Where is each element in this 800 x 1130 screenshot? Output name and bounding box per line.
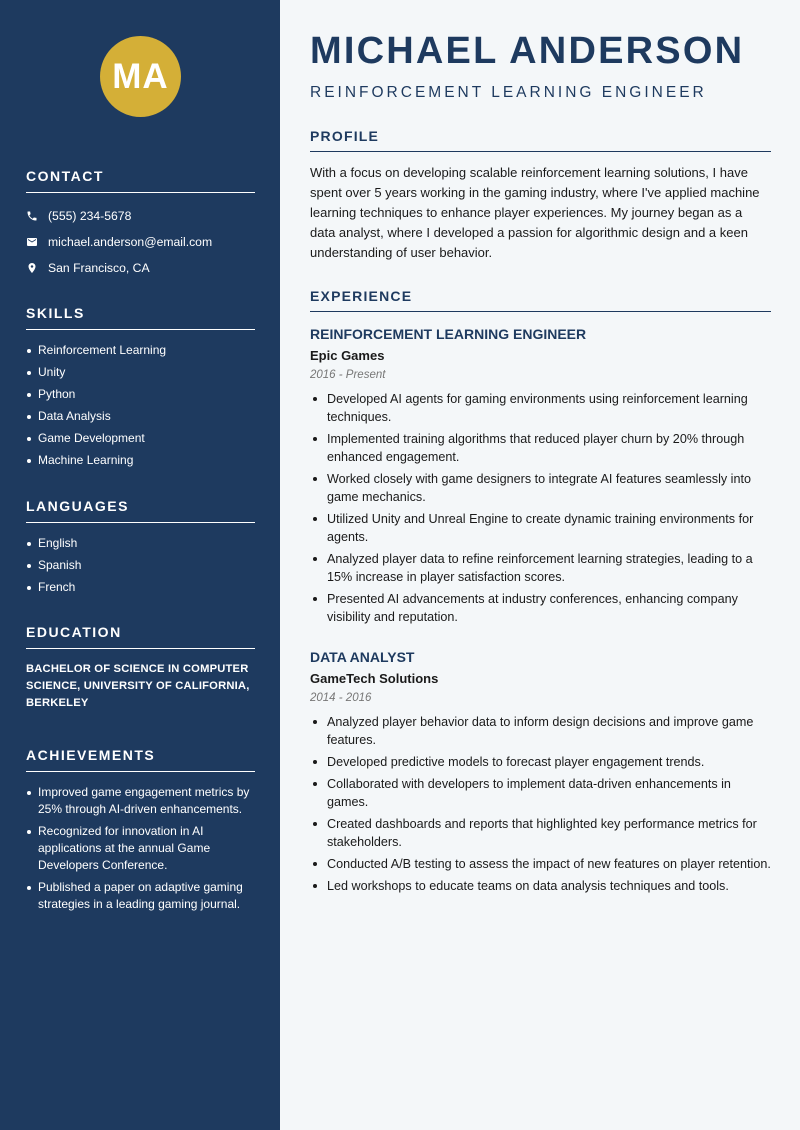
job-bullet: Developed predictive models to forecast player engagement trends.	[310, 753, 771, 771]
contact-heading: CONTACT	[26, 168, 255, 193]
job-bullet: Worked closely with game designers to integrate AI features seamlessly into game mechanics.	[310, 470, 771, 506]
job-company: Epic Games	[310, 348, 385, 363]
job-company: GameTech Solutions	[310, 671, 439, 686]
job-dates: 2016 - Present	[310, 369, 386, 381]
skill-item: Data Analysis	[26, 408, 255, 425]
skills-section	[26, 305, 255, 474]
languages-heading: LANGUAGES	[26, 498, 255, 523]
achievements-heading: ACHIEVEMENTS	[26, 747, 255, 772]
skills-heading: SKILLS	[26, 305, 255, 330]
profile-heading: PROFILE	[310, 128, 771, 152]
phone-text: (555) 234-5678	[48, 209, 132, 223]
sidebar	[0, 0, 280, 1130]
email-icon	[26, 236, 48, 248]
education-degree: BACHELOR OF SCIENCE IN COMPUTER SCIENCE, UNIVERSITY OF CALIFORNIA, BERKELEY	[26, 663, 250, 709]
job-bullets	[310, 713, 771, 895]
contact-email[interactable]	[26, 229, 255, 255]
job-dates: 2014 - 2016	[310, 692, 372, 704]
achievements-section	[26, 747, 255, 918]
candidate-role: REINFORCEMENT LEARNING ENGINEER	[310, 84, 707, 101]
job-entry	[310, 649, 771, 899]
job-bullets	[310, 390, 771, 626]
job-bullet: Created dashboards and reports that highlighted key performance metrics for stakeholders.	[310, 815, 771, 851]
job-title: DATA ANALYST	[310, 649, 415, 665]
language-item: French	[26, 579, 255, 596]
skill-item: Game Development	[26, 430, 255, 447]
job-entry	[310, 326, 771, 630]
skill-item: Unity	[26, 364, 255, 381]
job-bullet: Implemented training algorithms that reduced player churn by 20% through enhanced engagement.	[310, 430, 771, 466]
job-bullet: Conducted A/B testing to assess the impact of new features on player retention.	[310, 855, 771, 873]
job-bullet: Collaborated with developers to implement data-driven enhancements in games.	[310, 775, 771, 811]
languages-section	[26, 498, 255, 601]
job-bullet: Analyzed player data to refine reinforcement learning strategies, leading to a 15% increase in player satisfaction scores.	[310, 550, 771, 586]
contact-section	[26, 168, 255, 281]
job-bullet: Led workshops to educate teams on data analysis techniques and tools.	[310, 877, 771, 895]
skill-item: Python	[26, 386, 255, 403]
job-bullet: Utilized Unity and Unreal Engine to create dynamic training environments for agents.	[310, 510, 771, 546]
location-icon	[26, 262, 48, 274]
contact-phone[interactable]	[26, 203, 255, 229]
achievement-item: Published a paper on adaptive gaming strategies in a leading gaming journal.	[26, 879, 255, 913]
candidate-name: MICHAEL ANDERSON	[310, 30, 745, 72]
job-bullet: Analyzed player behavior data to inform design decisions and improve game features.	[310, 713, 771, 749]
skill-item: Machine Learning	[26, 452, 255, 469]
location-text: San Francisco, CA	[48, 261, 150, 275]
education-section	[26, 624, 255, 712]
job-bullet: Presented AI advancements at industry conferences, enhancing company visibility and reputation.	[310, 590, 771, 626]
job-title: REINFORCEMENT LEARNING ENGINEER	[310, 326, 587, 342]
phone-icon	[26, 210, 48, 222]
avatar: MA	[100, 36, 181, 117]
job-bullet: Developed AI agents for gaming environments using reinforcement learning techniques.	[310, 390, 771, 426]
contact-location	[26, 255, 255, 281]
languages-list	[26, 535, 255, 596]
experience-heading: EXPERIENCE	[310, 288, 771, 312]
language-item: Spanish	[26, 557, 255, 574]
education-heading: EDUCATION	[26, 624, 255, 649]
email-text: michael.anderson@email.com	[48, 235, 213, 249]
achievement-item: Recognized for innovation in AI applications at the annual Game Developers Conference.	[26, 823, 255, 874]
skill-item: Reinforcement Learning	[26, 342, 255, 359]
achievement-item: Improved game engagement metrics by 25% through AI-driven enhancements.	[26, 784, 255, 818]
profile-text: With a focus on developing scalable reinforcement learning solutions, I have spent over 5 years working in the gaming industry, where I've applied machine learning techniques to enhance player experiences. My journey began as a data analyst, where I developed a passion for algorithmic design and a keen understanding of user behavior.	[310, 165, 760, 260]
language-item: English	[26, 535, 255, 552]
achievements-list	[26, 784, 255, 913]
skills-list	[26, 342, 255, 469]
